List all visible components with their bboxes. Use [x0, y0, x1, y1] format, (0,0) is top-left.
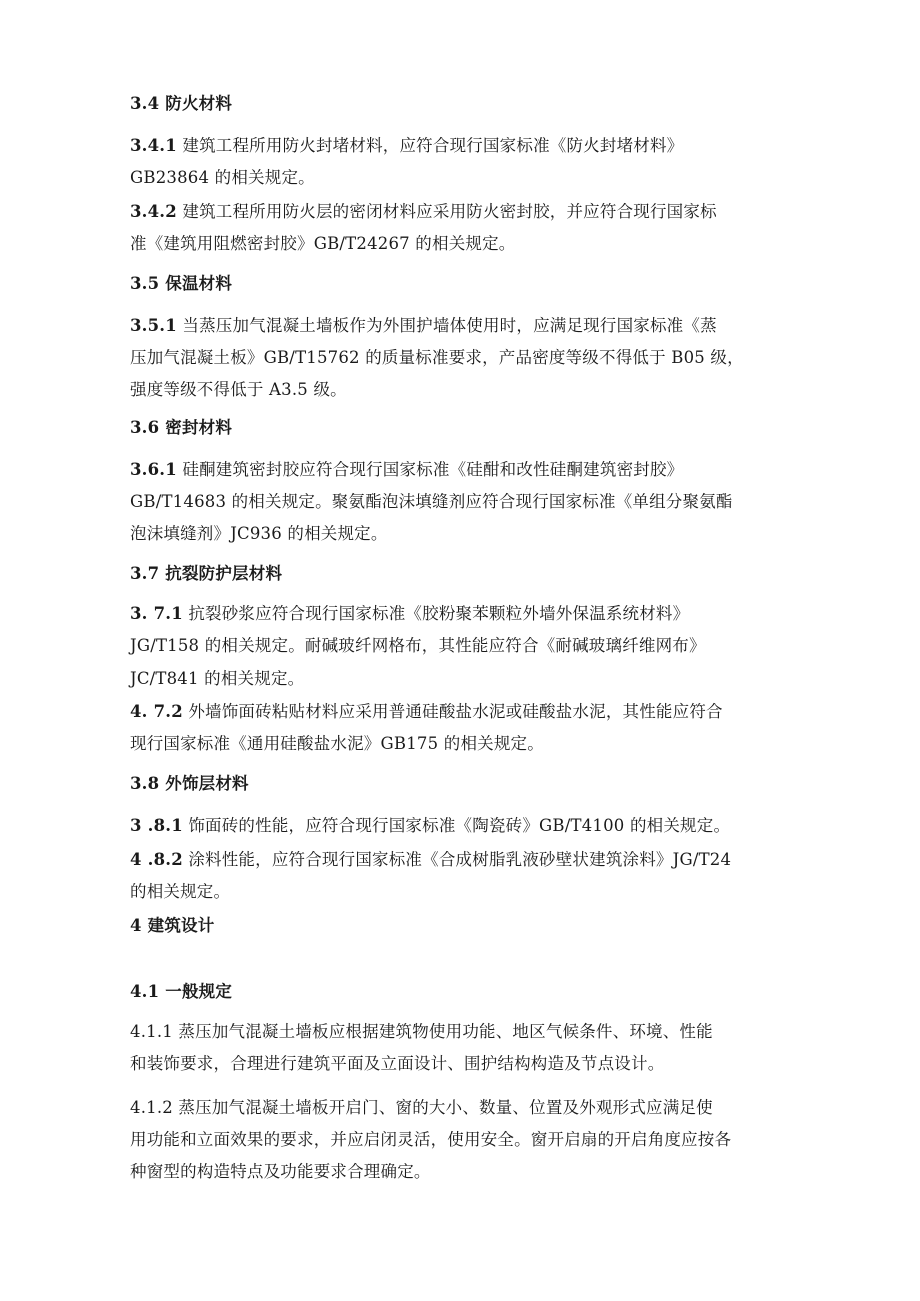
clause-3-4-1 — [130, 134, 683, 158]
clause-line: 泡沫填缝剂》JC936 的相关规定。 — [130, 524, 388, 543]
clause-text: 硅酮建筑密封胶应符合现行国家标准《硅酣和改性硅酮建筑密封胶》 — [176, 460, 684, 479]
clause-4-1-2: 4.1.2 蒸压加气混凝土墙板开启门、窗的大小、数量、位置及外观形式应满足使 — [130, 1098, 713, 1117]
clause-number: 3 .8.1 — [130, 816, 183, 835]
clause-3-5-1 — [130, 314, 717, 338]
chapter-heading-4: 4 建筑设计 — [130, 916, 215, 935]
clause-line: GB/T14683 的相关规定。聚氨酯泡沫填缝剂应符合现行国家标准《单组分聚氨酯 — [130, 492, 733, 511]
clause-text: 饰面砖的性能，应符合现行国家标准《陶瓷砖》GB/T4100 的相关规定。 — [182, 816, 731, 835]
section-heading-3-7: 3.7 抗裂防护层材料 — [130, 564, 283, 583]
clause-text: 外墙饰面砖粘贴材料应采用普通硅酸盐水泥或硅酸盐水泥，其性能应符合 — [182, 702, 723, 721]
clause-line: 和装饰要求，合理进行建筑平面及立面设计、围护结构构造及节点设计。 — [130, 1054, 665, 1073]
section-heading-3-8: 3.8 外饰层材料 — [130, 774, 249, 793]
clause-line: 准《建筑用阻燃密封胶》GB/T24267 的相关规定。 — [130, 234, 516, 253]
clause-text: 当蒸压加气混凝土墙板作为外围护墙体使用时，应满足现行国家标准《蒸 — [176, 316, 717, 335]
clause-3-6-1 — [130, 458, 683, 482]
clause-3-8-2 — [130, 848, 731, 872]
clause-line: 的相关规定。 — [130, 882, 231, 901]
clause-text: 建筑工程所用防火层的密闭材料应采用防火密封胶，并应符合现行国家标 — [176, 202, 717, 221]
section-heading-3-5: 3.5 保温材料 — [130, 274, 233, 293]
clause-line: 用功能和立面效果的要求，并应启闭灵活，使用安全。窗开启扇的开启角度应按各 — [130, 1130, 732, 1149]
clause-3-7-2 — [130, 700, 723, 724]
clause-line: 强度等级不得低于 A3.5 级。 — [130, 380, 347, 399]
clause-number: 3.5.1 — [130, 316, 177, 335]
clause-line: 压加气混凝土板》GB/T15762 的质量标准要求，产品密度等级不得低于 B05 级， — [130, 348, 744, 367]
clause-line: 现行国家标准《通用硅酸盐水泥》GB175 的相关规定。 — [130, 734, 544, 753]
clause-number: 3.4.2 — [130, 202, 177, 221]
clause-text: 涂料性能，应符合现行国家标准《合成树脂乳液砂壁状建筑涂料》JG/T24 — [182, 850, 732, 869]
clause-text: 抗裂砂浆应符合现行国家标准《胶粉聚苯颗粒外墙外保温系统材料》 — [182, 604, 690, 623]
clause-line: GB23864 的相关规定。 — [130, 168, 315, 187]
clause-number: 4. 7.2 — [130, 702, 183, 721]
section-heading-3-6: 3.6 密封材料 — [130, 418, 233, 437]
section-heading-3-4: 3.4 防火材料 — [130, 94, 233, 113]
clause-text: 建筑工程所用防火封堵材料，应符合现行国家标准《防火封堵材料》 — [176, 136, 684, 155]
clause-line: JG/T158 的相关规定。耐碱玻纤网格布，其性能应符合《耐碱玻璃纤维网布》 — [130, 636, 706, 655]
clause-3-8-1 — [130, 814, 730, 838]
clause-3-4-2 — [130, 200, 717, 224]
clause-line: JC/T841 的相关规定。 — [130, 669, 305, 688]
clause-4-1-1: 4.1.1 蒸压加气混凝土墙板应根据建筑物使用功能、地区气候条件、环境、性能 — [130, 1022, 713, 1041]
clause-3-7-1 — [130, 602, 689, 626]
clause-line: 种窗型的构造特点及功能要求合理确定。 — [130, 1162, 431, 1181]
clause-number: 3.4.1 — [130, 136, 177, 155]
clause-number: 3.6.1 — [130, 460, 177, 479]
clause-number: 3. 7.1 — [130, 604, 183, 623]
section-heading-4-1: 4.1 一般规定 — [130, 982, 233, 1001]
clause-number: 4 .8.2 — [130, 850, 183, 869]
